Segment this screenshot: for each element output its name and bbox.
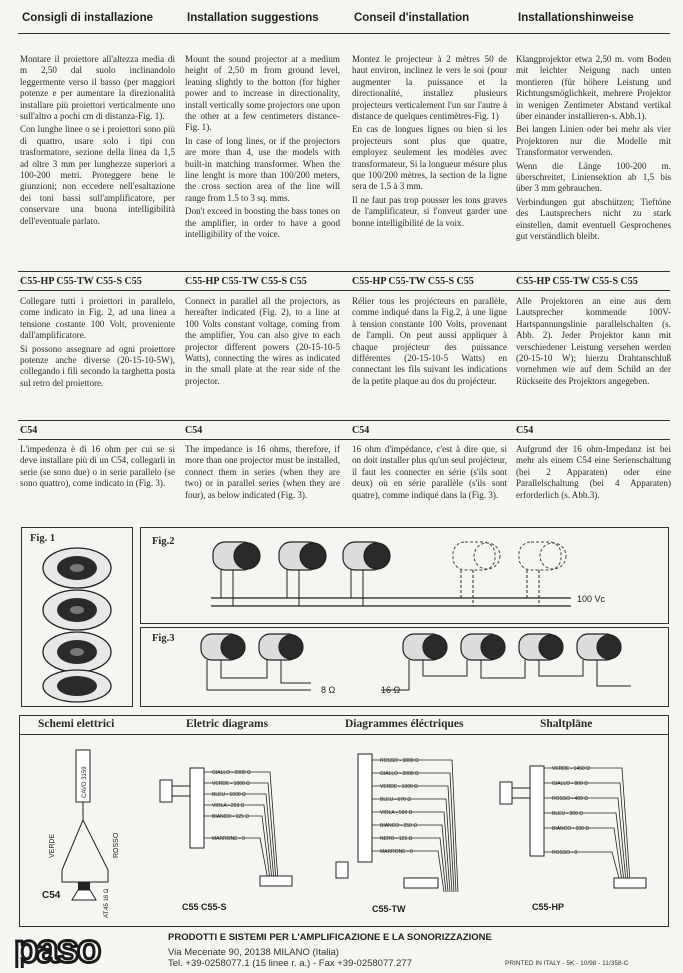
wire-label: MARRONE - 0: [212, 836, 245, 842]
wire-label: ROSSO - 3000 Ω: [380, 758, 419, 764]
heading-italian: Consigli di installazione: [22, 12, 153, 24]
paragraph: Wenn die Länge 100-200 m. überschreitet, Liniensektion ab 1,5 bis über 3 mm gebrauchen.: [516, 160, 671, 194]
paragraph: Verbindungen gut abschützen; Tieftöne des Lautsprechers nicht zu stark einstellen, damit eventuell Gesprochenes gut verständlich bleibt.: [516, 196, 671, 242]
projector-icon: [453, 542, 566, 570]
paragraph: Montez le projecteur à 2 mètres 50 de haut environ, inclinez le vers le soi (pour augmenter la puissance et la directionalité, installez plusieurs projecteurs verticalement l'un sur l'autre à distance de quelques centimètres-Fig. 1): [352, 54, 507, 122]
top-rule: [18, 33, 670, 34]
diagrams-heading-english: Eletric diagrams: [186, 718, 269, 730]
footer-contacts: Tel. +39-0258077.1 (15 linee r. a.) - Fax +39-0258077.277: [168, 958, 413, 969]
projector-icon: [43, 590, 111, 630]
wire-label: VERDE - 1000 Ω: [380, 784, 418, 790]
wire-label: VERDE - 1450 Ω: [552, 766, 590, 772]
section1-english: [185, 54, 340, 243]
paragraph: Bei langen Linien oder bei mehr als vier Projektoren nur die Modelle mit Transformator verwenden.: [516, 124, 671, 158]
c54-heading: C54: [516, 425, 534, 436]
paragraph: Connect in parallel all the projectors, as hereafter indicated (Fig. 2), to a line at 100 Volts constant voltage, coming from the amplifier, You can also give to each projector different powers (20-15-10-5 Watts), connecting the wires as indicated in the small plate at the rear side of the projector.: [185, 296, 340, 386]
c55s-label: C55 C55-S: [182, 902, 227, 912]
c55hp-schematic: [494, 752, 664, 920]
fig3-series-diagram: [141, 628, 668, 705]
fig2-label: Fig.2: [152, 536, 175, 547]
models-heading: C55-HP C55-TW C55-S C55: [185, 276, 307, 287]
fig3-label: Fig.3: [152, 633, 175, 644]
section3-english: The impedance is 16 ohms, therefore, if more than one projector must be installed, connect them in series (when they are two) or in parallel series (when they are four), as below indicated (Fig. 3).: [185, 444, 340, 500]
wire-label: MARRONE - 0: [380, 849, 413, 855]
wire-label: BIANCO - 200 Ω: [552, 826, 590, 832]
paragraph: Montare il proiettore all'altezza media di m 2,50 dal suolo inclinandolo leggermente verso il basso (per maggiori potenze e per aumentare la direzionalità installare più proiettori verticalmente uno sull'altro a pochi cm di distanza-Fig. 1).: [20, 54, 175, 122]
section3-german: Aufgrund der 16 ohm-Impedanz ist bei mehr als einem C54 eine Serienschaltung (bei 2 Apparaten) oder eine Parallelschaltung (bei 4 Apparaten) erforderlich (s. Abb.3).: [516, 444, 671, 500]
paragraph: In case of long lines, or if the projectors are more than 4, use the models with built-in matching transformer. When the line lenght is more than 100/200 meters, the cross section area of the line will range from 1.5 to 3 sq. mms.: [185, 135, 340, 203]
ohm-8-label: 8 Ω: [321, 685, 336, 695]
paragraph: Si possono assegnare ad ogni proiettore potenze anche diverse (20-15-10-5W), collegando i fili secondo la targhetta posta sul retro del proiettore.: [20, 343, 175, 388]
projector-icon: [519, 634, 563, 660]
footer-printed: PRINTED IN ITALY - 5K - 10/98 - 11/358-C: [505, 960, 629, 967]
footer-tagline: PRODOTTI E SISTEMI PER L'AMPLIFICAZIONE E LA SONORIZZAZIONE: [168, 932, 492, 943]
models-heading: C55-HP C55-TW C55-S C55: [352, 276, 474, 287]
section1-italian: [20, 54, 175, 229]
projector-icon: [279, 542, 326, 570]
fig2-parallel-diagram: [141, 528, 668, 622]
c55tw-label: C55-TW: [372, 904, 406, 914]
diagrams-heading-french: Diagrammes éléctriques: [345, 718, 464, 730]
wire-label: ROSSO - 0: [552, 850, 578, 856]
voltage-label: 100 Vc: [577, 594, 606, 604]
c55s-schematic: [150, 750, 310, 920]
projector-icon: [201, 634, 245, 660]
paragraph: Klangprojektor etwa 2,50 m. vom Boden mit leichter Neigung nach unten montieren (für höhere Leistung und Richtungsmöglichkeit, mehrere Projektor in wenigen Zentimeter Abstand vertikal über einander installieren-s. Abb.1).: [516, 54, 671, 122]
rule: [19, 734, 669, 735]
c54-schematic: [40, 740, 140, 920]
heading-french: Conseil d'installation: [354, 12, 470, 24]
section3-french: 16 ohm d'impédance, c'est à dire que, si on doit installer plus qu'un seul projécteur, il faut les connecter en série (s'ils sont deux) où en série parallèle (s'ils sont quatre), comme indiqué dans la (Fig. 3).: [352, 444, 507, 500]
verde-label: VERDE: [49, 833, 56, 858]
wire-label: NERO - 125 Ω: [380, 836, 413, 842]
paragraph: Con lunghe linee o se i proiettori sono più di quattro, usare solo i tipi con trasformatore, sezione della linea da 1,5 ad oltre 3 mm per lunghezze superiori a 100-200 metri. Proteggere bene le giunzioni; non eccedere nell'esaltazione dei toni bassi sull'amplificatore, per conservare una buona intelligibilità dell'eventuale parlato.: [20, 124, 175, 226]
models-heading: C55-HP C55-TW C55-S C55: [20, 276, 142, 287]
projector-icon: [343, 542, 390, 570]
section1-french: [352, 54, 507, 231]
diagrams-heading-german: Shaltpläne: [540, 718, 593, 730]
heading-german: Installationshinweise: [518, 12, 634, 24]
footer-address: Via Mecenate 90, 20138 MILANO (Italia): [168, 947, 339, 958]
projector-icon: [259, 634, 303, 660]
wire-label: BLEU - 1000 Ω: [212, 792, 246, 798]
c54-heading: C54: [20, 425, 38, 436]
logo-text: paso: [14, 928, 100, 968]
projector-icon: [43, 548, 111, 588]
models-heading: C55-HP C55-TW C55-S C55: [516, 276, 638, 287]
wire-label: VERDE - 1000 Ω: [212, 781, 250, 787]
ohm-16-label: 16 Ω: [381, 685, 401, 695]
projector-icon: [213, 542, 260, 570]
paragraph: Alle Projektoren an eine aus dem Lautsprecher kommende 100V-Hartspannungslinie parallelschalten (s. Abb. 2). Jeder Projektor kann mit verschiedener Leistung versehen werden (20-15-10 W); hierzu Drahtanschluß vornehmen wie auf dem Schild an der Rückseite des Projektors angegeben.: [516, 296, 671, 386]
section3-italian: L'impedenza è di 16 ohm per cui se si deve installare più di un C54, collegarli in serie (se sono due) o in serie parallelo (se sono quattro), come indicato in (Fig. 3).: [20, 444, 175, 489]
paragraph: Mount the sound projector at a medium height of 2,50 m from ground level, leaning slightly to the botton (for higher power and to increase in directionality, install vertically some projectors one upon the other at a few centimeters distance-Fig. 1).: [185, 54, 340, 133]
c54-label: C54: [42, 890, 61, 901]
projector-icon: [461, 634, 505, 660]
rule: [18, 290, 670, 291]
wire-label: GIALLO - 2000 Ω: [380, 771, 419, 777]
wire-label: GIALLO - 2000 Ω: [212, 770, 251, 776]
projector-icon: [577, 634, 621, 660]
rule: [18, 271, 670, 272]
wire-label: BLEU - 300 Ω: [552, 811, 583, 817]
paragraph: Il ne faut pas trop pousser les tons graves de l'amplificateur, si l'onveut garder une bonne intelligibilité de la voix.: [352, 194, 507, 228]
wire-label: BLEU - 670 Ω: [380, 797, 411, 803]
paragraph: Rélier tous les projécteurs en parallèle, comme indiqué dans la Fig.2, à une ligne à tension constante 100 Volts, provenant de l'ampli. On peut aussi appliquer à chaque projécteur des puissance différentes (20-15-10-5 Watts) en connectant les fils suivant les indications de la petite plaque au dos du projécteur.: [352, 296, 507, 386]
rule: [18, 439, 670, 440]
wire-label: BIANCO - 250 Ω: [380, 823, 418, 829]
section1-german: [516, 54, 671, 245]
c54-heading: C54: [352, 425, 370, 436]
paragraph: Don't exceed in boosting the bass tones on the amplifier, in order to have a good intelligibility of the voice.: [185, 206, 340, 240]
paso-logo: [12, 928, 152, 968]
rule: [18, 420, 670, 421]
section2-french: [352, 296, 507, 389]
section2-german: [516, 296, 671, 389]
wire-label: ROSSO - 400 Ω: [552, 796, 588, 802]
rosso-label: ROSSO: [113, 832, 120, 858]
heading-english: Installation suggestions: [187, 12, 319, 24]
wire-label: BIANCO - 125 Ω: [212, 814, 250, 820]
diagrams-heading-italian: Schemi elettrici: [38, 718, 115, 730]
wire-label: GIALLO - 800 Ω: [552, 781, 588, 787]
section2-english: [185, 296, 340, 389]
wire-label: VIOLA - 500 Ω: [380, 810, 413, 816]
fig1-stacked-projectors: [22, 528, 132, 706]
c55tw-schematic: [318, 742, 488, 920]
at-label: AT.45 16 Ω: [104, 888, 110, 918]
c55hp-label: C55-HP: [532, 902, 565, 912]
projector-icon: [403, 634, 447, 660]
fig1-label: Fig. 1: [30, 533, 56, 544]
paragraph: En cas de longues lignes ou bien si les projecteurs sont plus que quatre, employez seulement les modèles avec transformateur, Si la longueur mésure plus que 100/200 mètres, la section de la ligne sera de 1.5 à 3 mm.: [352, 124, 507, 192]
projector-icon: [43, 632, 111, 672]
projector-icon: [43, 670, 111, 702]
c54-heading: C54: [185, 425, 203, 436]
wire-label: VIOLA - 250 Ω: [212, 803, 245, 809]
section2-italian: [20, 296, 175, 391]
cavo-label: CAVO 3159: [82, 766, 88, 798]
paragraph: Collegare tutti i proiettori in parallelo, come indicato in Fig. 2, ad una linea a tensione costante 100 Volt, proveniente dall'amplificatore.: [20, 296, 175, 341]
